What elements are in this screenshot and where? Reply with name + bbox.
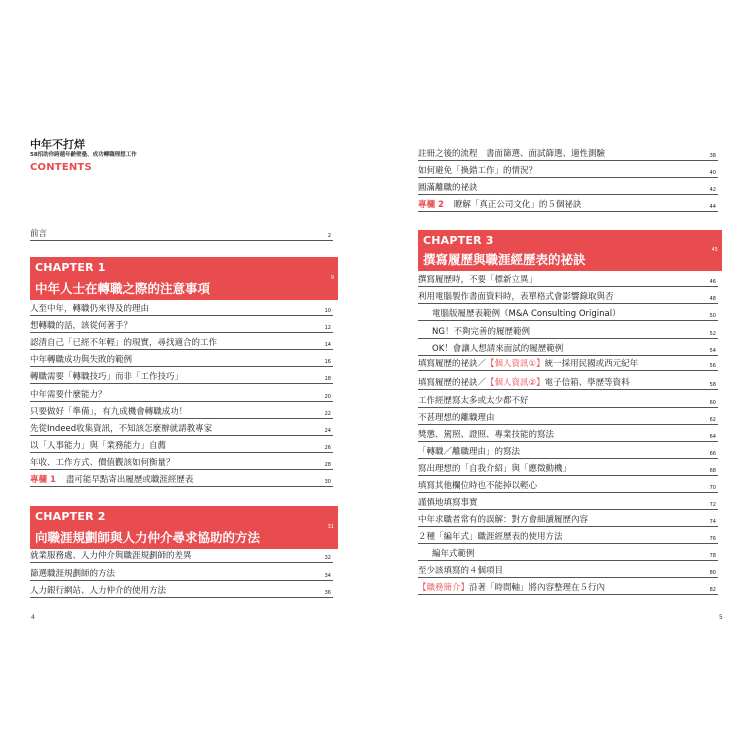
toc-entry-title: 註冊之後的流程 書面篩選、面試篩選、適性測驗: [418, 149, 606, 159]
toc-entry[interactable]: [418, 163, 718, 178]
toc-page-number: 60: [709, 400, 716, 406]
toc-entry[interactable]: [418, 563, 718, 578]
toc-page-number: 58: [709, 382, 716, 388]
right-page: [375, 0, 750, 750]
toc-page-number: 24: [324, 427, 331, 434]
toc-page-number: 22: [324, 410, 331, 417]
toc-column-2[interactable]: [418, 197, 718, 212]
toc-page-number: 48: [709, 296, 716, 303]
toc-page-number: 82: [709, 587, 716, 593]
toc-page-number: 52: [709, 330, 716, 337]
toc-entry-title: NG！不夠完善的履歷範例: [432, 326, 530, 337]
toc-page-number: 74: [709, 519, 716, 525]
toc-entry-title: 如何避免「換錯工作」的情況？: [418, 166, 538, 176]
toc-entry-title: 人至中年，轉職仍來得及的理由: [30, 304, 150, 314]
toc-page-number: 20: [324, 393, 331, 400]
toc-page-number: 68: [709, 468, 716, 474]
toc-page-number: 32: [324, 555, 331, 561]
toc-page-number: 36: [324, 590, 331, 596]
page-number-left: 4: [31, 614, 35, 621]
toc-entry[interactable]: [418, 410, 718, 425]
toc-entry[interactable]: [30, 352, 333, 367]
book-subtitle: 58招助你跨越年齡壁壘、成功轉職理想工作: [30, 152, 137, 158]
toc-entry-title: 寫出理想的「自我介紹」與「應徵動機」: [418, 464, 572, 474]
toc-personal-info-2[interactable]: [418, 375, 718, 390]
toc-page-number: 78: [709, 553, 716, 559]
chapter-page-number: 45: [711, 246, 718, 253]
toc-page-number: 40: [709, 170, 716, 176]
toc-page-number: 30: [324, 479, 331, 485]
personal-info-tag: 【個人資訊②】: [486, 378, 545, 388]
chapter-page-number: 9: [330, 274, 334, 281]
toc-page-number: 50: [709, 313, 716, 320]
toc-entry-title: 統一採用民國或西元紀年: [544, 359, 639, 369]
toc-entry-title: ２種「編年式」職涯經歷表的使用方法: [418, 532, 563, 542]
toc-entry[interactable]: [418, 478, 718, 493]
toc-entry-title: 填寫其他欄位時也不能掉以輕心: [418, 481, 538, 491]
toc-entry-title: 沿著「時間軸」將內容整理在５行內: [469, 583, 606, 593]
toc-page-number: 18: [324, 376, 331, 383]
toc-entry[interactable]: [418, 272, 718, 287]
toc-entry-title: 以「人事能力」與「業務能力」自薦: [30, 440, 167, 451]
toc-job-summary[interactable]: [418, 580, 718, 595]
chapter-title: 撰寫履歷與職涯經歷表的祕訣: [423, 252, 586, 267]
toc-page-number: 62: [709, 417, 716, 423]
toc-entry-title: 利用電腦製作書面資料時，表單格式會影響錄取與否: [418, 292, 614, 303]
chapter-title: 中年人士在轉職之際的注意事項: [35, 281, 211, 296]
toc-page-number: 14: [324, 342, 331, 349]
toc-entry-title: 就業服務處、人力仲介與職涯規劃師的差異: [30, 551, 192, 561]
toc-entry-title: 人力銀行網站、人力仲介的使用方法: [30, 586, 167, 596]
toc-entry-title: 年收、工作方式、價值觀該如何衡量？: [30, 457, 175, 468]
toc-entry[interactable]: [418, 324, 718, 339]
chapter-label: CHAPTER 1: [35, 261, 106, 274]
toc-entry[interactable]: [418, 306, 718, 321]
toc-page-number: 46: [709, 279, 716, 285]
toc-page-number: 80: [709, 570, 716, 576]
toc-entry-title: 不甚理想的離職理由: [418, 413, 495, 423]
toc-entry-title: 電子信箱、學歷等資料: [544, 378, 630, 388]
toc-entry[interactable]: [30, 335, 333, 350]
toc-entry-prefix: 填寫履歷的祕訣／: [418, 359, 487, 369]
toc-entry[interactable]: [418, 146, 718, 161]
toc-entry[interactable]: [418, 461, 718, 476]
page-number-right: 5: [719, 614, 723, 621]
chapter-2-banner[interactable]: [30, 506, 338, 549]
chapter-label: CHAPTER 2: [35, 510, 106, 523]
chapter-title: 向職涯規劃師與人力仲介尋求協助的方法: [35, 530, 261, 545]
toc-column-1[interactable]: [30, 472, 333, 487]
toc-entry[interactable]: [30, 387, 333, 402]
toc-preface[interactable]: [30, 227, 333, 241]
toc-entry[interactable]: [418, 444, 718, 459]
chapter-1-banner[interactable]: [30, 257, 338, 300]
toc-entry-title: 中年轉職成功與失敗的範例: [30, 355, 133, 366]
toc-entry-title: 想轉職的話，該從何著手？: [30, 321, 133, 332]
toc-page-number: 44: [709, 204, 716, 210]
toc-entry[interactable]: [418, 495, 718, 510]
toc-entry[interactable]: [418, 289, 718, 304]
toc-page-number: 76: [709, 536, 716, 542]
toc-entry[interactable]: [30, 404, 333, 419]
contents-label: CONTENTS: [30, 162, 92, 173]
book-title: 中年不打烊: [30, 138, 85, 151]
toc-entry[interactable]: [30, 455, 333, 470]
toc-page-number: 54: [709, 347, 716, 354]
toc-entry[interactable]: [30, 301, 333, 316]
toc-entry-title: 中年需要什麼能力？: [30, 389, 107, 400]
toc-entry[interactable]: [418, 341, 718, 356]
toc-entry-title: 編年式範例: [432, 549, 475, 559]
toc-entry[interactable]: [418, 512, 718, 527]
toc-page-number: 66: [709, 451, 716, 457]
toc-entry[interactable]: [30, 566, 333, 581]
toc-entry-title: OK！會讓人想請來面試的履歷範例: [432, 343, 564, 354]
column-tag: 專欄 1: [30, 475, 56, 485]
toc-entry-title: 謹慎地填寫事實: [418, 498, 478, 508]
toc-page-number: 64: [709, 434, 716, 440]
job-summary-tag: 【職務簡介】: [418, 583, 470, 593]
toc-entry-title: 盡可能早點寄出履歷或職涯經歷表: [65, 475, 194, 485]
toc-page-number: 2: [327, 233, 331, 239]
column-tag: 專欄 2: [418, 200, 444, 210]
toc-entry-title: 先從Indeed收集資訊，不知該怎麼辦就請教專家: [30, 423, 213, 434]
toc-page-number: 42: [709, 187, 716, 193]
toc-entry[interactable]: [30, 318, 333, 333]
toc-page-number: 34: [324, 572, 331, 579]
toc-entry-title: 撰寫履歷時，不要「標新立異」: [418, 275, 538, 285]
toc-entry[interactable]: [418, 427, 718, 442]
toc-entry-title: 圓滿離職的祕訣: [418, 183, 478, 193]
toc-entry-title: 轉職需要「轉職技巧」而非「工作技巧」: [30, 372, 184, 383]
toc-entry[interactable]: [30, 421, 333, 436]
toc-entry-title: 前言: [30, 229, 48, 239]
toc-page-number: 70: [709, 485, 716, 491]
toc-entry[interactable]: [418, 546, 718, 561]
toc-entry[interactable]: [30, 548, 333, 563]
toc-entry-title: 瞭解「真正公司文化」的５個祕訣: [453, 200, 582, 210]
toc-entry-title: 至少該填寫的４個項目: [418, 566, 504, 576]
toc-page-number: 28: [324, 461, 331, 468]
toc-entry[interactable]: [30, 583, 333, 598]
toc-entry-title: 電腦版履歷表範例（M&A Consulting Original）: [432, 309, 621, 320]
toc-page-number: 10: [324, 308, 331, 314]
toc-entry-title: 工作經歷寫太多或太少都不好: [418, 396, 529, 406]
toc-page-number: 26: [324, 444, 331, 451]
toc-entry-title: 「轉職／離職理由」的寫法: [418, 447, 521, 457]
toc-entry-title: 中年求職者常有的誤解：對方會細讀履歷內容: [418, 515, 589, 525]
toc-entry[interactable]: [418, 180, 718, 195]
toc-entry[interactable]: [418, 393, 718, 408]
toc-page-number: 38: [709, 153, 716, 159]
toc-entry[interactable]: [418, 529, 718, 544]
toc-entry-title: 獎懲、駕照、證照、專業技能的寫法: [418, 430, 555, 440]
chapter-page-number: 31: [327, 523, 334, 530]
personal-info-tag: 【個人資訊①】: [486, 359, 545, 369]
chapter-3-banner[interactable]: [418, 230, 722, 271]
toc-entry[interactable]: [30, 438, 333, 453]
toc-page-number: 56: [709, 363, 716, 369]
toc-entry-title: 只要做好「準備」，有九成機會轉職成功！: [30, 406, 188, 417]
toc-page-number: 16: [324, 359, 331, 366]
toc-entry-title: 篩選職涯規劃師的方法: [30, 568, 116, 579]
chapter-label: CHAPTER 3: [423, 234, 494, 247]
toc-page-number: 72: [709, 502, 716, 508]
toc-entry[interactable]: [30, 369, 333, 384]
toc-page-number: 12: [324, 325, 331, 332]
toc-entry-prefix: 填寫履歷的祕訣／: [418, 378, 487, 388]
toc-personal-info-1[interactable]: [418, 356, 718, 371]
toc-entry-title: 認清自己「已經不年輕」的現實，尋找適合的工作: [30, 338, 218, 349]
